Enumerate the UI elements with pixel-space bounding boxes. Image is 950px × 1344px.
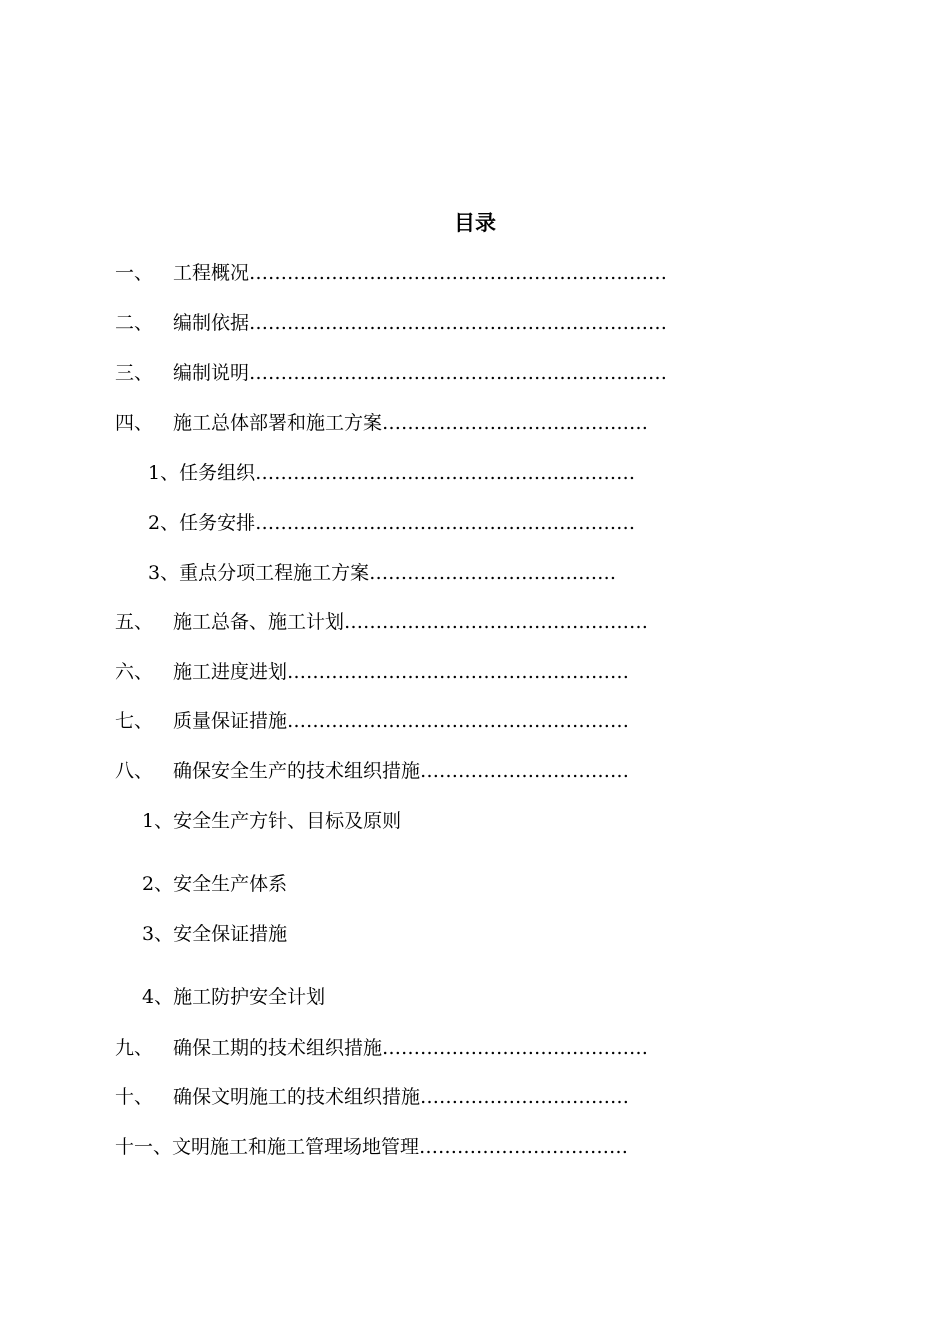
toc-entry-leaders: …………………………… [420,1086,630,1108]
toc-entry-text: 安全保证措施 [173,923,288,945]
toc-entry-text: 确保工期的技术组织措施 [173,1037,383,1059]
toc-entry-text: 施工防护安全计划 [173,986,326,1008]
toc-entry-leaders: ………………………………………………………… [249,312,668,334]
toc-entry-text: 确保文明施工的技术组织措施 [173,1086,421,1108]
toc-entry-leaders: …………………………………… [382,412,649,434]
toc-entry-text: 编制依据 [173,312,250,334]
toc-subentry [148,508,678,538]
toc-entry-text: 施工总体部署和施工方案 [173,412,383,434]
toc-entry [115,1132,725,1162]
toc-entry-leaders: …………………………………… [382,1037,649,1059]
toc-entry [115,308,715,338]
toc-subentry [142,919,682,949]
toc-entry-number: 1、 [148,462,180,484]
toc-entry-leaders: ………………………………………………………… [249,262,668,284]
toc-entry-text: 安全生产体系 [173,873,288,895]
toc-entry [115,756,715,786]
toc-entry-leaders: ………………………………… [369,562,617,584]
toc-entry-number: 八、 [115,760,154,782]
toc-entry-number: 六、 [115,661,154,683]
toc-subentry [142,806,682,836]
toc-entry-number: 十、 [115,1086,154,1108]
toc-entry-number: 2、 [142,873,174,895]
toc-entry [115,358,715,388]
toc-entry-number: 九、 [115,1037,154,1059]
toc-entry-number: 2、 [148,512,180,534]
toc-entry-text: 确保安全生产的技术组织措施 [173,760,421,782]
toc-entry-text: 质量保证措施 [173,710,288,732]
toc-entry-leaders: ……………………………………………… [287,661,630,683]
toc-subentry [148,458,678,488]
toc-title: 目录 [454,211,496,235]
toc-entry-number: 一、 [115,262,154,284]
toc-entry [115,1033,715,1063]
toc-entry-leaders: …………………………… [419,1136,629,1158]
toc-entry-number: 三、 [115,362,154,384]
toc-entry [115,706,715,736]
toc-entry-text: 施工总备、施工计划 [173,611,345,633]
toc-entry [115,258,715,288]
toc-entry-number: 十一、 [115,1136,173,1158]
toc-entry-number: 七、 [115,710,154,732]
toc-entry-leaders: …………………………………………………… [255,512,636,534]
toc-entry [115,408,715,438]
toc-entry [115,1082,715,1112]
toc-entry [115,657,715,687]
toc-entry-text: 任务组织 [179,462,256,484]
toc-entry-text: 重点分项工程施工方案 [179,562,370,584]
toc-entry-number: 3、 [142,923,174,945]
toc-entry-leaders: ……………………………………………… [287,710,630,732]
toc-entry-text: 工程概况 [173,262,250,284]
toc-entry-number: 四、 [115,412,154,434]
toc-entry-text: 编制说明 [173,362,250,384]
toc-entry-text: 任务安排 [179,512,256,534]
toc-entry-number: 4、 [142,986,174,1008]
toc-entry-number: 3、 [148,562,180,584]
toc-entry-text: 施工进度进划 [173,661,288,683]
toc-entry-leaders: …………………………………………………… [255,462,636,484]
toc-entry [115,607,715,637]
toc-entry-text: 文明施工和施工管理场地管理 [172,1136,420,1158]
toc-subentry [148,558,678,588]
toc-subentry [142,869,682,899]
toc-entry-text: 安全生产方针、目标及原则 [173,810,402,832]
toc-entry-number: 五、 [115,611,154,633]
toc-entry-number: 1、 [142,810,174,832]
toc-subentry [142,982,682,1012]
toc-entry-leaders: …………………………… [420,760,630,782]
toc-entry-number: 二、 [115,312,154,334]
toc-entry-leaders: ………………………………………………………… [249,362,668,384]
toc-entry-leaders: ………………………………………… [344,611,649,633]
